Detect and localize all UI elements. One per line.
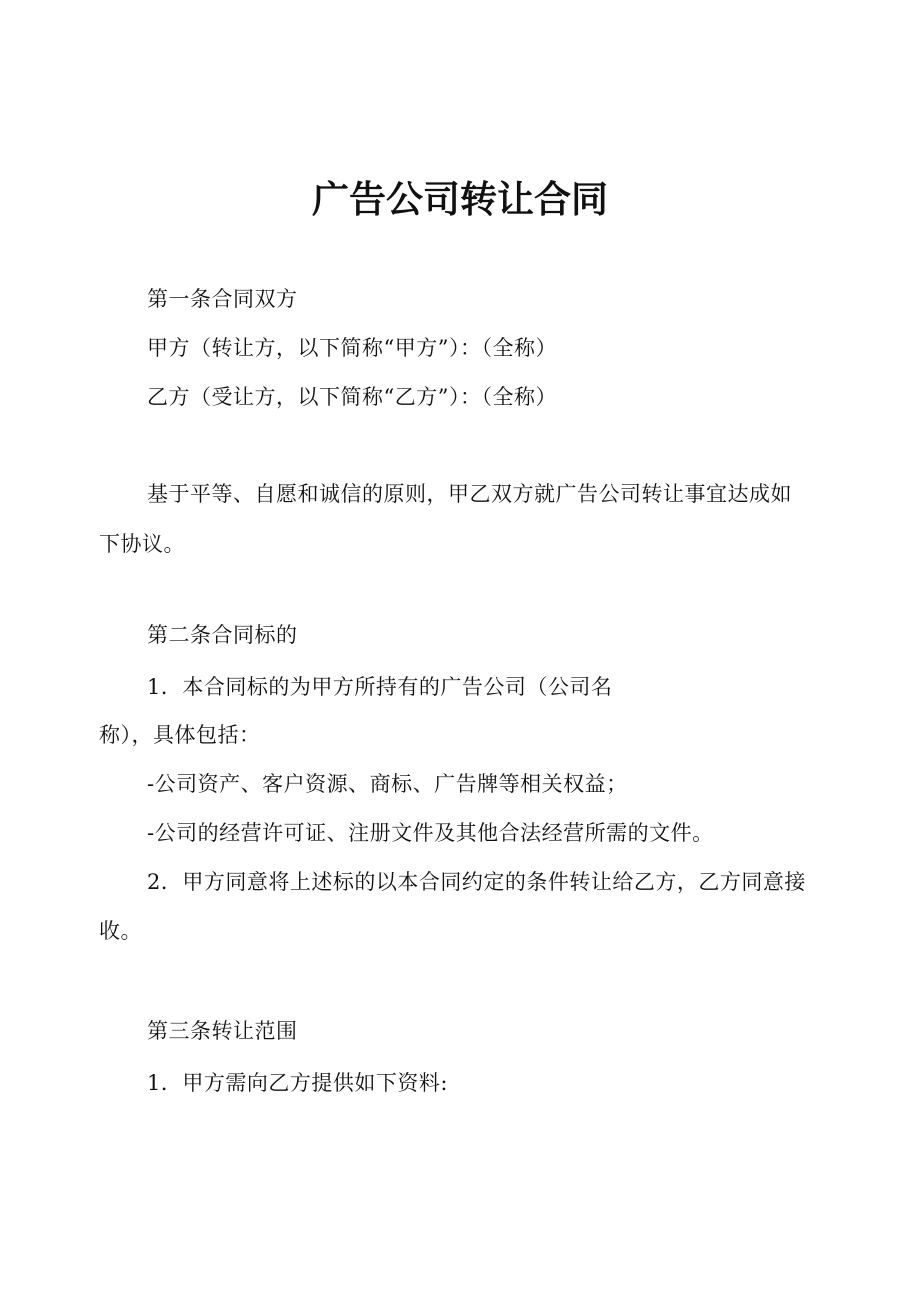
article3-item1: 1．甲方需向乙方提供如下资料: xyxy=(147,1071,448,1095)
preamble-line-2: 下协议。 xyxy=(99,532,185,556)
preamble-line-1: 基于平等、自愿和诚信的原则，甲乙双方就广告公司转让事宜达成如 xyxy=(147,482,792,506)
article2-sub-item-1: -公司资产、客户资源、商标、广告牌等相关权益； xyxy=(147,772,628,796)
party-b-line: 乙方（受让方，以下简称“乙方”）：（全称） xyxy=(147,385,557,409)
article2-item2-line-2: 收。 xyxy=(99,919,142,943)
document-title: 广告公司转让合同 xyxy=(312,178,608,221)
article2-sub-item-2: -公司的经营许可证、注册文件及其他合法经营所需的文件。 xyxy=(147,821,714,845)
article1-heading: 第一条合同双方 xyxy=(147,287,298,311)
article2-item1-line-1: 1．本合同标的为甲方所持有的广告公司（公司名 xyxy=(147,675,613,699)
article2-item1-line-2: 称），具体包括： xyxy=(99,723,261,747)
article2-heading: 第二条合同标的 xyxy=(147,623,298,647)
article2-item2-line-1: 2．甲方同意将上述标的以本合同约定的条件转让给乙方，乙方同意接 xyxy=(147,870,806,894)
party-a-line: 甲方（转让方，以下简称“甲方”）：（全称） xyxy=(147,336,557,360)
article3-heading: 第三条转让范围 xyxy=(147,1019,298,1043)
